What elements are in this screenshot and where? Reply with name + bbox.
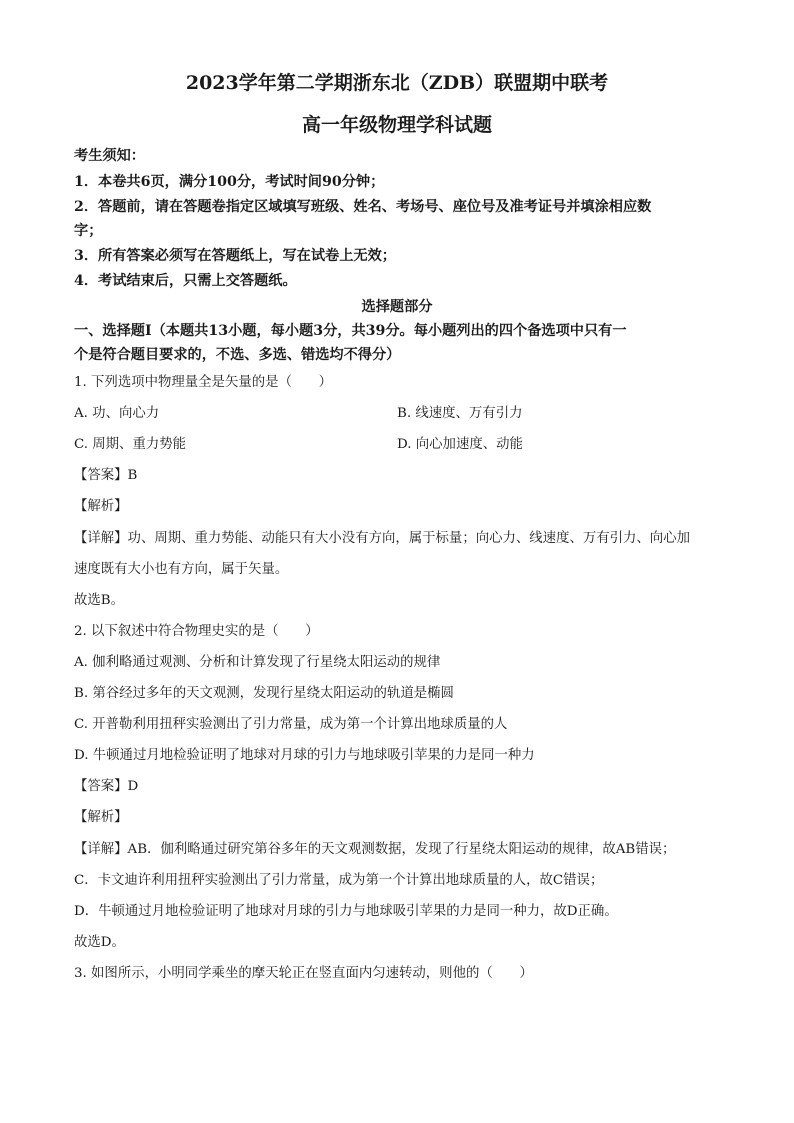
q2-option-b: B. 第谷经过多年的天文观测，发现行星绕太阳运动的轨道是椭圆 (74, 686, 454, 701)
notice-item-1: 1．本卷共6页，满分100分，考试时间90分钟； (74, 174, 385, 190)
notice-item-2: 2．答题前，请在答题卷指定区域填写班级、姓名、考场号、座位号及准考证号并填涂相应数 (74, 199, 652, 215)
exam-subtitle: 高一年级物理学科试题 (301, 114, 492, 136)
q2-detail-line2: C．卡文迪许利用扭秤实验测出了引力常量，成为第一个计算出地球质量的人，故C错误； (74, 873, 604, 888)
q2-option-a: A. 伽利略通过观测、分析和计算发现了行星绕太阳运动的规律 (74, 655, 441, 670)
q2-option-c: C. 开普勒利用扭秤实验测出了引力常量，成为第一个计算出地球质量的人 (74, 717, 508, 732)
q1-option-b: B. 线速度、万有引力 (397, 406, 523, 421)
q2-conclusion: 故选D。 (74, 935, 125, 950)
q1-option-c: C. 周期、重力势能 (74, 437, 187, 452)
q2-detail-line3: D．牛顿通过月地检验证明了地球对月球的引力与地球吸引苹果的力是同一种力，故D正确。 (74, 904, 618, 919)
q1-stem: 1. 下列选项中物理量全是矢量的是（ ） (74, 375, 333, 390)
notice-item-3: 3．所有答案必须写在答题纸上，写在试卷上无效； (74, 248, 396, 264)
q1-analysis: 【解析】 (74, 499, 128, 514)
q2-detail-line1: 【详解】AB．伽利略通过研究第谷多年的天文观测数据，发现了行星绕太阳运动的规律，故AB错误； (74, 842, 676, 857)
q1-detail-line1: 【详解】功、周期、重力势能、动能只有大小没有方向，属于标量；向心力、线速度、万有引力、向心加 (74, 531, 690, 546)
q1-answer: 【答案】B (74, 468, 138, 483)
section-instruction-line1: 一、选择题Ⅰ（本题共13小题，每小题3分，共39分。每小题列出的四个备选项中只有一 (74, 323, 627, 339)
q2-option-d: D. 牛顿通过月地检验证明了地球对月球的引力与地球吸引苹果的力是同一种力 (74, 748, 535, 763)
q1-conclusion: 故选B。 (74, 593, 125, 608)
q1-option-d: D. 向心加速度、动能 (397, 437, 523, 452)
q2-answer: 【答案】D (74, 779, 139, 794)
q3-stem: 3. 如图所示，小明同学乘坐的摩天轮正在竖直面内匀速转动，则他的（ ） (74, 966, 533, 981)
notice-item-4: 4．考试结束后，只需上交答题纸。 (74, 273, 297, 289)
q1-option-a: A. 功、向心力 (74, 406, 160, 421)
q2-analysis: 【解析】 (74, 810, 128, 825)
notice-item-2-cont: 字； (74, 223, 103, 239)
notice-heading: 考生须知： (74, 148, 145, 164)
q2-stem: 2. 以下叙述中符合物理史实的是（ ） (74, 624, 319, 639)
q1-detail-line2: 速度既有大小也有方向，属于矢量。 (74, 562, 289, 577)
section-instruction-line2: 个是符合题目要求的，不选、多选、错选均不得分） (74, 347, 401, 363)
exam-title: 2023学年第二学期浙东北（ZDB）联盟期中联考 (185, 72, 609, 94)
section-title: 选择题部分 (361, 299, 433, 315)
